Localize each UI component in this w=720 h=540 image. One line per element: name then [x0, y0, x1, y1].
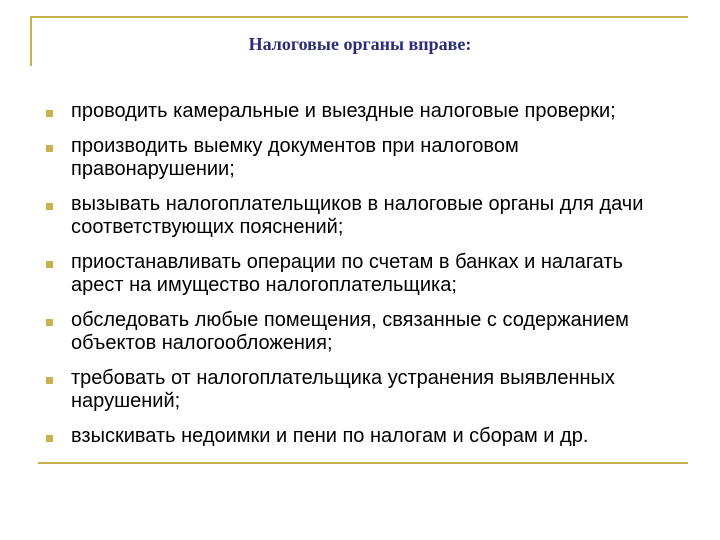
square-bullet-icon: [46, 203, 53, 210]
list-item-text: проводить камеральные и выездные налоговые проверки;: [71, 100, 616, 122]
top-border-line: [30, 16, 688, 18]
list-item: [44, 100, 674, 124]
list-item-text: приостанавливать операции по счетам в банках и налагать арест на имущество налогоплательщика;: [71, 250, 623, 296]
bottom-border-line: [38, 462, 688, 464]
list-item: [44, 135, 674, 182]
slide-title: Налоговые органы вправе:: [248, 34, 472, 54]
square-bullet-icon: [46, 261, 53, 268]
list-item-text: обследовать любые помещения, связанные с содержанием объектов налогообложения;: [71, 308, 629, 354]
bullet-list: [44, 100, 674, 459]
list-item: [44, 193, 674, 240]
list-item-text: производить выемку документов при налоговом правонарушении;: [71, 134, 519, 180]
list-item-text: вызывать налогоплательщиков в налоговые органы для дачи соответствующих пояснений;: [71, 192, 644, 238]
list-item: [44, 251, 674, 298]
list-item: [44, 425, 674, 449]
square-bullet-icon: [46, 110, 53, 117]
list-item-text: взыскивать недоимки и пени по налогам и сборам и др.: [71, 424, 589, 447]
square-bullet-icon: [46, 319, 53, 326]
square-bullet-icon: [46, 435, 53, 442]
square-bullet-icon: [46, 377, 53, 384]
list-item-text: требовать от налогоплательщика устранения выявленных нарушений;: [71, 366, 615, 412]
square-bullet-icon: [46, 145, 53, 152]
list-item: [44, 367, 674, 414]
list-item: [44, 309, 674, 356]
